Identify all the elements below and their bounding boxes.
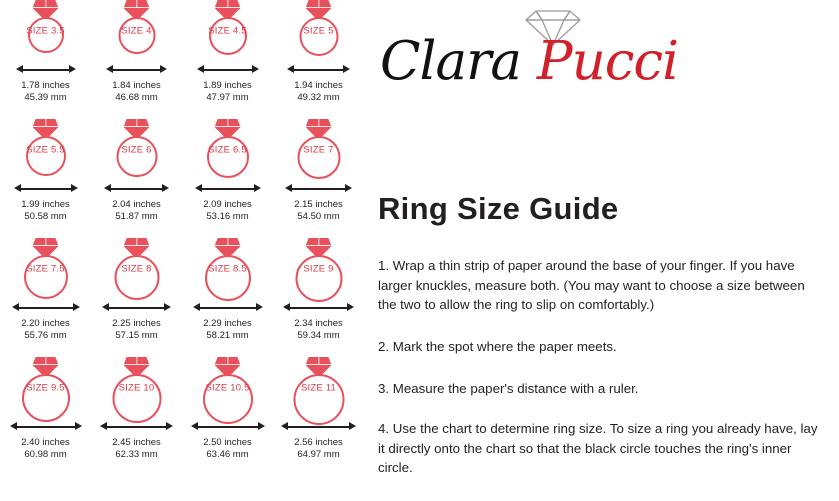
ring-measurement [21,199,70,222]
diameter-arrow [182,300,273,316]
ring-size-label: SIZE 8.5 [208,263,247,275]
measurement-inches: 2.50 inches [203,437,252,448]
ring-illustration [182,238,273,300]
measurement-inches: 1.89 inches [203,80,252,91]
ring-chart-row [0,357,364,476]
ring-size-cell [182,119,273,238]
ring-measurement [203,199,252,222]
ring-illustration [0,238,91,300]
ring-measurement [203,437,252,460]
ring-size-cell [182,238,273,357]
ring-illustration [91,238,182,300]
ring-size-label: SIZE 10 [118,382,155,394]
ring-chart-row [0,119,364,238]
measurement-mm: 54.50 mm [297,210,340,222]
ring-size-label: SIZE 9 [303,263,334,275]
measurement-mm: 63.46 mm [206,448,249,460]
page-title: Ring Size Guide [378,191,619,226]
ring-size-cell [0,357,91,476]
ring-measurement [112,318,161,341]
measurement-mm: 50.58 mm [24,210,67,222]
ring-size-cell [0,238,91,357]
brand-word-pucci: Pucci [536,31,679,92]
ring-band-circle [116,136,157,177]
diameter-arrow [182,62,273,78]
diameter-arrow [0,419,91,435]
diameter-arrow [182,181,273,197]
ring-band-circle [203,374,253,424]
ring-size-cell [273,119,364,238]
guide-step-2: 2. Mark the spot where the paper meets. [378,339,617,354]
ring-size-cell [91,0,182,119]
ring-illustration [273,357,364,419]
measurement-mm: 60.98 mm [24,448,67,460]
ring-chart-row [0,238,364,357]
ring-measurement [294,437,343,460]
ring-measurement [21,318,70,341]
ring-size-cell [273,357,364,476]
guide-step-1: 1. Wrap a thin strip of paper around the base of your finger. If you have larger knuckles, measure both. (You may want to choose a size between the two to allow the ring to slip on comfortably.) [378,258,805,312]
ring-size-label: SIZE 9.5 [26,382,65,394]
ring-illustration [0,119,91,181]
diameter-arrow [0,181,91,197]
ring-measurement [294,80,343,103]
measurement-inches: 2.56 inches [294,437,343,448]
diameter-arrow [273,181,364,197]
measurement-inches: 2.09 inches [203,199,252,210]
ring-size-label: SIZE 6.5 [208,144,247,156]
ring-measurement [112,199,161,222]
measurement-inches: 2.20 inches [21,318,70,329]
ring-size-label: SIZE 5 [303,25,334,37]
measurement-mm: 57.15 mm [115,329,158,341]
measurement-inches: 2.15 inches [294,199,343,210]
ring-size-label: SIZE 4.5 [208,25,247,37]
measurement-mm: 46.68 mm [115,91,158,103]
measurement-mm: 51.87 mm [115,210,158,222]
guide-step-3: 3. Measure the paper's distance with a ruler. [378,381,639,396]
ring-band-circle [22,374,70,422]
diameter-arrow [0,300,91,316]
ring-size-cell [182,0,273,119]
measurement-inches: 2.34 inches [294,318,343,329]
ring-band-circle [112,374,161,423]
measurement-mm: 59.34 mm [297,329,340,341]
ring-measurement [294,199,343,222]
ring-size-label: SIZE 4 [121,25,152,37]
ring-illustration [273,119,364,181]
ring-band-circle [297,136,340,179]
ring-size-label: SIZE 3.5 [26,25,65,37]
measurement-mm: 58.21 mm [206,329,249,341]
measurement-mm: 62.33 mm [115,448,158,460]
measurement-inches: 1.99 inches [21,199,70,210]
diameter-arrow [273,419,364,435]
measurement-inches: 2.25 inches [112,318,161,329]
diameter-arrow [273,62,364,78]
diameter-arrow [91,62,182,78]
ring-measurement [112,80,161,103]
brand-wordmark [380,26,780,98]
ring-size-label: SIZE 6 [121,144,152,156]
ring-size-cell [273,238,364,357]
ring-chart-row [0,0,364,119]
ring-illustration [182,119,273,181]
ring-size-cell [91,357,182,476]
diameter-arrow [91,419,182,435]
ring-band-circle [295,255,342,302]
brand-logo [372,6,772,102]
ring-illustration [182,357,273,419]
measurement-mm: 53.16 mm [206,210,249,222]
ring-band-circle [24,255,68,299]
ring-band-circle [114,255,159,300]
measurement-mm: 55.76 mm [24,329,67,341]
brand-word-clara: Clara [380,31,522,92]
measurement-inches: 1.94 inches [294,80,343,91]
ring-band-circle [207,136,249,178]
ring-size-label: SIZE 7.5 [26,263,65,275]
measurement-inches: 2.04 inches [112,199,161,210]
ring-size-cell [0,119,91,238]
ring-size-label: SIZE 10.5 [205,382,250,394]
ring-band-circle [205,255,251,301]
measurement-mm: 64.97 mm [297,448,340,460]
ring-illustration [91,0,182,62]
ring-measurement [21,437,70,460]
measurement-mm: 47.97 mm [206,91,249,103]
ring-size-cell [273,0,364,119]
ring-illustration [91,119,182,181]
measurement-inches: 2.29 inches [203,318,252,329]
diameter-arrow [0,62,91,78]
guide-panel [364,0,839,501]
ring-illustration [273,238,364,300]
guide-step-4: 4. Use the chart to determine ring size. To size a ring you already have, lay it directly onto the chart so that the black circle touches the ring's inner circle. [378,421,818,475]
ring-size-cell [182,357,273,476]
ring-size-label: SIZE 5.5 [26,144,65,156]
ring-size-cell [0,0,91,119]
ring-size-label: SIZE 11 [300,382,337,394]
diameter-arrow [273,300,364,316]
measurement-inches: 1.78 inches [21,80,70,91]
measurement-mm: 45.39 mm [24,91,67,103]
ring-illustration [273,0,364,62]
measurement-inches: 1.84 inches [112,80,161,91]
ring-measurement [203,80,252,103]
ring-measurement [21,80,70,103]
ring-measurement [112,437,161,460]
diameter-arrow [91,300,182,316]
ring-measurement [203,318,252,341]
ring-illustration [91,357,182,419]
ring-band-circle [26,136,66,176]
measurement-inches: 2.45 inches [112,437,161,448]
ring-illustration [182,0,273,62]
diameter-arrow [91,181,182,197]
ring-illustration [0,357,91,419]
ring-size-label: SIZE 7 [303,144,334,156]
ring-illustration [0,0,91,62]
ring-measurement [294,318,343,341]
ring-size-cell [91,238,182,357]
ring-band-circle [299,17,338,56]
ring-size-cell [91,119,182,238]
ring-size-label: SIZE 8 [121,263,152,275]
diameter-arrow [182,419,273,435]
measurement-mm: 49.32 mm [297,91,340,103]
measurement-inches: 2.40 inches [21,437,70,448]
ring-size-chart [0,0,364,501]
